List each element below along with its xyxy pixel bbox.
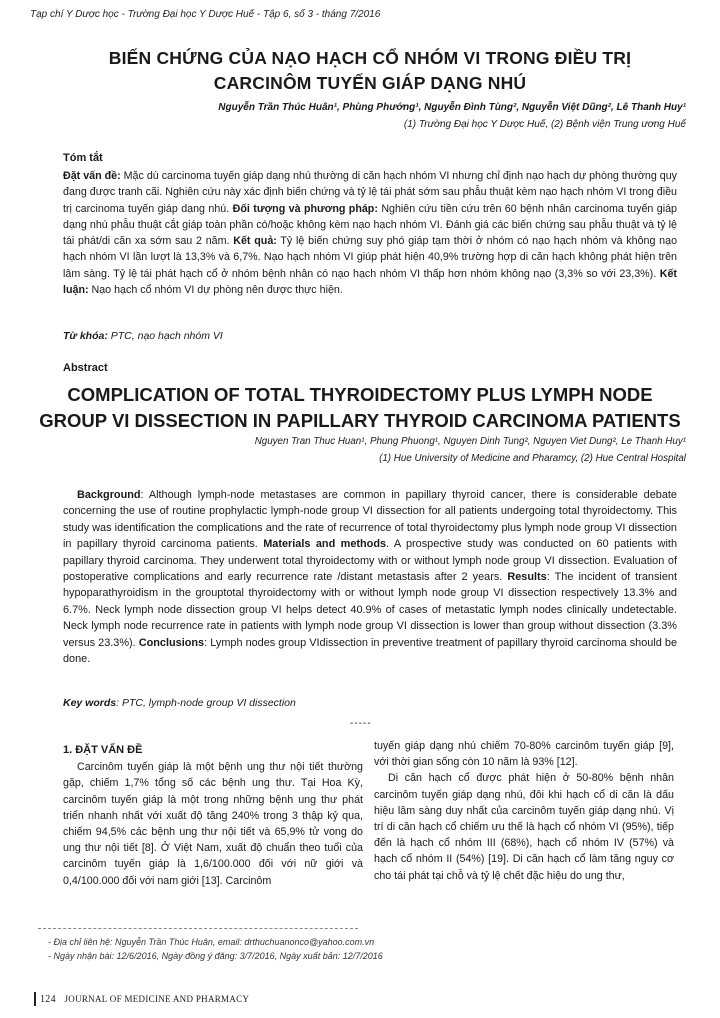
left-column xyxy=(63,742,363,889)
en-methods-text: . A prospective study was conducted on 60 patients with papillary thyroid carcinoma. They underwent total thyroidectomy with or without lymph node group VI dissection. Evaluation of postoperative complications and early recurrence rate /distant metastasis after 2 years. xyxy=(63,538,678,584)
section-1-right-paragraph-1: tuyến giáp dạng nhú chiếm 70-80% carcinôm tuyến giáp [9], với thời gian sống còn 10 năm là 93% [12]. xyxy=(374,740,674,769)
vn-keywords-text: PTC, nạo hạch nhóm VI xyxy=(110,330,223,342)
vn-title-line-1: BIẾN CHỨNG CỦA NẠO HẠCH CỔ NHÓM VI TRONG ĐIỀU TRỊ xyxy=(108,48,632,68)
en-title-line-1: COMPLICATION OF TOTAL THYROIDECTOMY PLUS LYMPH NODE xyxy=(67,384,653,405)
footnote-divider xyxy=(38,928,358,929)
vn-summary-body xyxy=(63,168,677,298)
vn-keywords-label: Từ khóa: xyxy=(63,330,108,342)
en-conclusion-label: Conclusions xyxy=(138,636,205,649)
vn-results-label: Kết quả: xyxy=(233,235,277,248)
vn-summary-heading: Tóm tắt xyxy=(63,152,103,164)
vn-methods-text: Nghiên cứu tiền cứu trên 60 bệnh nhân carcinoma tuyến giáp dạng nhú phẫu thuật cắt giáp toàn phần có/hoặc không kèm nạo hạch nhóm VI. Đánh giá các biến chứng sau phẫu thuật và tỷ lệ tái phát/di căn xa sớm sau 2 năm. xyxy=(63,202,677,248)
vn-results-text: Tỷ lệ biến chứng suy phó giáp tạm thời ở nhóm có nạo hạch nhóm và không nạo hạch nhóm VI lần lượt là 13,3% và 6,7%. Nạo hạch nhóm VI giúp phát hiện 40,9% trường hợp di căn hạch không phát hiện trên lâm sàng. Tỷ lệ tái phát hạch cổ ở nhóm bệnh nhân có nạo hạch nhóm VI thấp hơn nhóm không nạo (3,3% so với 23,3%). xyxy=(63,235,678,280)
en-authors: Nguyen Tran Thuc Huan¹, Phung Phuong¹, Nguyen Dinh Tung², Nguyen Viet Dung², Le Thanh Huy¹ xyxy=(254,436,686,447)
page-footer xyxy=(40,994,249,1005)
footer-bar xyxy=(34,992,36,1006)
vn-methods-label: Đối tượng và phương pháp: xyxy=(232,202,378,215)
en-background-text: : Although lymph-node metastases are common in papillary thyroid cancer, there is considerable debate concerning the use of routine prophylactic lymph-node group VI dissection for all patients undergoing total thyroidectomy. This study was identification the complications and the rate of recurrence of total thyroidectomy plus lymph node group VI dissection in papillary thyroid carcinoma patients. xyxy=(63,489,677,551)
en-keywords-text: : PTC, lymph-node group VI dissection xyxy=(116,697,296,709)
vn-background-label: Đặt vấn đề: xyxy=(63,170,121,182)
en-abstract-body xyxy=(63,487,677,667)
en-conclusion-text: : Lymph nodes group VIdissection in preventive treatment of papillary thyroid carcinoma should be done. xyxy=(63,636,678,666)
right-column xyxy=(374,738,674,884)
en-keywords xyxy=(63,697,296,709)
vn-authors: Nguyễn Trần Thúc Huân¹, Phùng Phướng¹, Nguyễn Đình Tùng², Nguyễn Việt Dũng², Lê Thanh Huy¹ xyxy=(218,102,686,113)
vn-title-line-2: CARCINÔM TUYẾN GIÁP DẠNG NHÚ xyxy=(213,73,527,93)
section-1-right-paragraph-2: Di căn hạch cổ được phát hiện ở 50-80% bệnh nhân carcinôm tuyến giáp dạng nhú, đôi khi hạch cổ di căn là dấu hiệu lâm sàng duy nhất của carcinôm tuyến giáp dạng nhú. Vị trí di căn hạch cổ chiếm ưu thế là hạch cổ nhóm VI (95%), tiếp đến là hạch cổ nhóm III (68%), hạch cổ nhóm IV (57%) và hạch cổ nhóm II (54%) [19]. Di căn hạch cổ làm tăng nguy cơ cho tái phát tại chỗ và tỷ lệ chết đặc hiệu do ung thư, xyxy=(374,772,674,882)
footer-journal-name: JOURNAL OF MEDICINE AND PHARMACY xyxy=(64,994,250,1004)
en-results-text: : The incident of transient hypoparathyroidism in the grouptotal thyroidectomy with or without lymph node group VI dissection respectively 13.3% and 6.7%. Neck lymph node dissection group VI helps detect 40.9% of cases of metastatic lymph nodes clinically undetectable. Neck lymph node recurrence rate in patients with lymph node group VI dissection is lower than group without dissection (3.3% versus 23.3%). xyxy=(63,571,677,649)
en-affiliation: (1) Hue University of Medicine and Pharamcy, (2) Hue Central Hospital xyxy=(379,453,686,464)
en-results-label: Results xyxy=(507,571,547,584)
page-number: 124 xyxy=(40,994,56,1005)
section-1-left-text: Carcinôm tuyến giáp là một bệnh ung thư nội tiết thường gặp, chiếm 1,7% tổng số các bệnh ung thư. Tại Hoa Kỳ, carcinôm tuyến giáp là một trong những bệnh ung thư phát triển nhanh nhất với xuất độ tăng 240% trong 3 thập kỷ qua, chiếm 94,5% các bệnh ung thư nội tiết và 65,9% tử vong do ung thư nội tiết [8]. Ở Việt Nam, xuất độ chuẩn theo tuổi của carcinôm tuyến giáp là 1,6/100.000 đối với nữ giới và 0,4/100.000 đối với nam giới [13]. Carcinôm xyxy=(63,761,363,887)
footnote-dates: - Ngày nhận bài: 12/6/2016, Ngày đồng ý đăng: 3/7/2016, Ngày xuất bản: 12/7/2016 xyxy=(48,951,383,961)
section-separator: ----- xyxy=(350,718,372,729)
vn-conclusion-text: Nạo hạch cổ nhóm VI dự phòng nên được thực hiện. xyxy=(91,284,343,297)
vn-title xyxy=(40,46,700,96)
vn-background-text: Mặc dù carcinoma tuyến giáp dạng nhú thường di căn hạch nhóm VI nhưng chỉ định nạo hạch dự phòng thường quy đang được tranh cãi. Nghiên cứu này xác định biến chứng và tỷ lệ tái phát sớm sau phẫu thuật kèm nạo hạch nhóm VI trong điều trị carcinoma tuyến giáp dạng nhú. xyxy=(63,170,677,215)
en-title xyxy=(30,382,690,434)
section-1-title: 1. ĐẶT VẤN ĐỀ xyxy=(63,744,143,756)
en-title-line-2: GROUP VI DISSECTION IN PAPILLARY THYROID CARCINOMA PATIENTS xyxy=(39,410,681,431)
en-abstract-heading: Abstract xyxy=(63,362,108,374)
en-keywords-label: Key words xyxy=(63,697,117,709)
vn-conclusion-label: Kết luận: xyxy=(63,267,677,297)
journal-header: Tạp chí Y Dược học - Trường Đại học Y Dược Huế - Tập 6, số 3 - tháng 7/2016 xyxy=(30,9,381,20)
vn-affiliation: (1) Trường Đại học Y Dược Huế, (2) Bệnh viện Trung ương Huế xyxy=(403,119,686,130)
footnote-contact: - Địa chỉ liên hệ: Nguyễn Trần Thúc Huân, email: drthuchuanonco@yahoo.com.vn xyxy=(48,937,375,947)
en-methods-label: Materials and methods xyxy=(263,538,387,551)
vn-keywords xyxy=(63,330,223,342)
en-background-label: Background xyxy=(77,489,141,501)
